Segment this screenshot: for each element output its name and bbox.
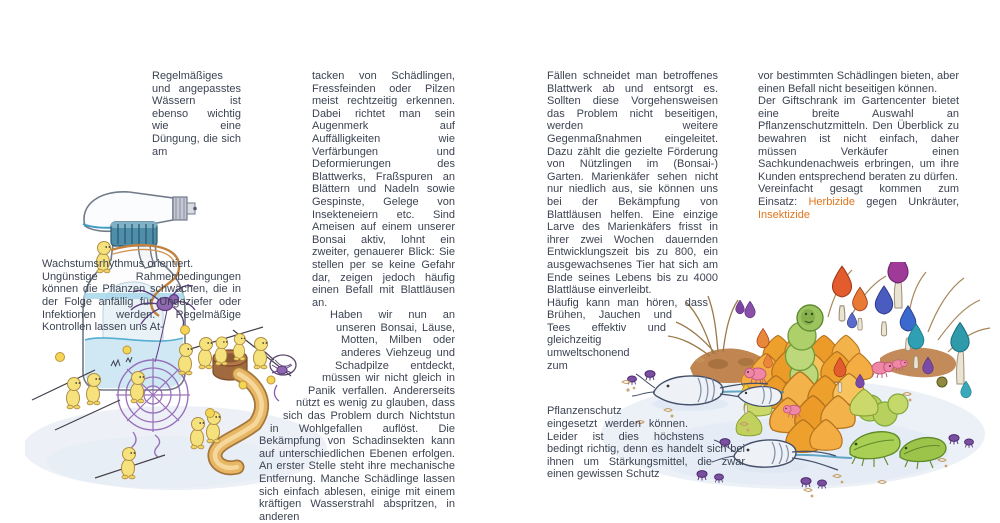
sentence-lead: Vereinfacht gesagt kommen zum Einsatz: [758,183,959,208]
text-wrap-spacer [653,405,745,418]
sentence-mid: gegen Unkräuter, [854,195,959,208]
paragraph [758,183,959,221]
text-wrap-spacer [259,316,330,329]
text-wrap-spacer [42,208,162,221]
text-wrap-spacer [704,431,745,444]
text-column-3 [547,70,745,481]
text-wrap-spacer [610,368,745,381]
text-wrap-spacer [259,379,308,392]
text-wrap-spacer [640,342,745,355]
paragraph: vor bestimmten Schädlingen bieten, aber einen Befall nicht beseitigen können. [758,70,959,95]
text-wrap-spacer [672,317,745,330]
text-wrap-spacer [666,330,745,343]
paragraph: Der Giftschrank im Gartencenter bietet eine breite Auswahl an Pflanzenschutzmitteln. Den Überblick zu bewahren ist nicht einfach, daher müssen Verkäufer einen Sachkundenachweis erbringen, um ihre Kunden entsprechend beraten zu dürfen. [758,95,959,183]
text-wrap-spacer [259,404,283,417]
paragraph: tacken von Schädlingen, Fressfeinden oder Pilzen meist rechtzeitig erkennen. Dabei richtet man sein Augenmerk auf Auffälligkeiten wie Verfärbungen und Deformierungen des Blattwerks, Fraßspuren an Blättern und Nadeln sowie Gespinste, Gelege von Insekteneiern etc. Sind Ameisen auf einem unserer Bonsai aktiv, lohnt ein zweiter, genauerer Blick: Sie stellen per se keine Gefahr dar, zeigen jedoch häufig einen Befall mit Blattläusen an. [312,70,455,309]
text-wrap-spacer [608,393,745,406]
text-column-4 [758,70,959,221]
text-wrap-spacer [42,220,165,233]
text-wrap-spacer [259,366,322,379]
text-column-2 [259,70,455,523]
paragraph: Fällen schneidet man betroffenes Blattwerk ab und entsorgt es. Sollten diese Vorgehensweisen das Problem nicht beseitigen, werden weitere Gegenmaßnahmen eingeleitet. Dazu zählt die gezielte Förderung von Nützlingen im (Bonsai-) Garten. Marienkäfer sehen nicht nur niedlich aus, sie können uns bei der Bekämpfung von Blattläusen helfen. Eine einzige Larve des Marienkäfers frisst in ihrer zwei Wochen dauernden Entwicklungszeit bis zu 800, ein ausgewachsenes Tier hat sich am Ende seines Lebens bis zu 4000 Blattläuse einverleibt. [547,70,718,297]
text-wrap-spacer [259,303,312,316]
text-wrap-spacer [607,380,745,393]
text-wrap-spacer [42,183,157,196]
text-wrap-spacer [688,418,745,431]
insektizide-term: Insektizide [758,208,810,221]
paragraph: Ungünstige Rahmenbedingungen können die Pflanzen schwächen, die in der Folge anfällig für Ungeziefer oder Infektionen werden. Regelmäßige Kontrollen lassen uns At- [42,270,241,334]
text-column-1 [42,70,241,334]
text-wrap-spacer [259,416,270,429]
text-wrap-spacer [635,355,745,368]
text-wrap-spacer [259,391,296,404]
text-wrap-spacer [42,195,160,208]
text-wrap-spacer [718,292,745,305]
text-wrap-spacer [259,353,335,366]
paragraph: Häufig kann man hören, dass Brühen, Jauchen und Tees effektiv und gleichzeitig umweltschonend zum Pflanzenschutz eingesetzt werden können. Leider ist dies höchstens bedingt richtig, denn es handelt sich bei ihnen um Stärkungsmittel, die zwar einen gewissen Schutz [547,296,745,481]
text-wrap-spacer [259,328,336,341]
text-wrap-spacer [42,170,152,183]
text-wrap-spacer [42,233,174,246]
paragraph: Haben wir nun an unseren Bonsai, Läuse, Motten, Milben oder anderes Viehzeug und Schadpilze entdeckt, müssen wir nicht gleich in Panik verfallen. Andererseits nützt es wenig zu glauben, dass sich das Problem durch Nichtstun in Wohlgefallen auflöst. Die Bekämpfung von Schadinsekten kann auf unterschiedlichen Ebenen erfolgen. An erster Stelle steht ihre mechanische Entfernung. Manche Schädlinge lassen sich einfach ablesen, einige mit einem kräftigen Wasserstrahl abspritzen, in anderen [259,309,455,523]
text-wrap-spacer [259,341,341,354]
text-wrap-spacer [708,305,745,318]
herbizide-term: Herbizide [808,195,855,208]
text-wrap-spacer [42,246,182,259]
paragraph: Regelmäßiges und angepasstes Wässern ist ebenso wichtig wie eine Düngung, die sich am Wachstumsrhythmus orientiert. [42,70,241,271]
